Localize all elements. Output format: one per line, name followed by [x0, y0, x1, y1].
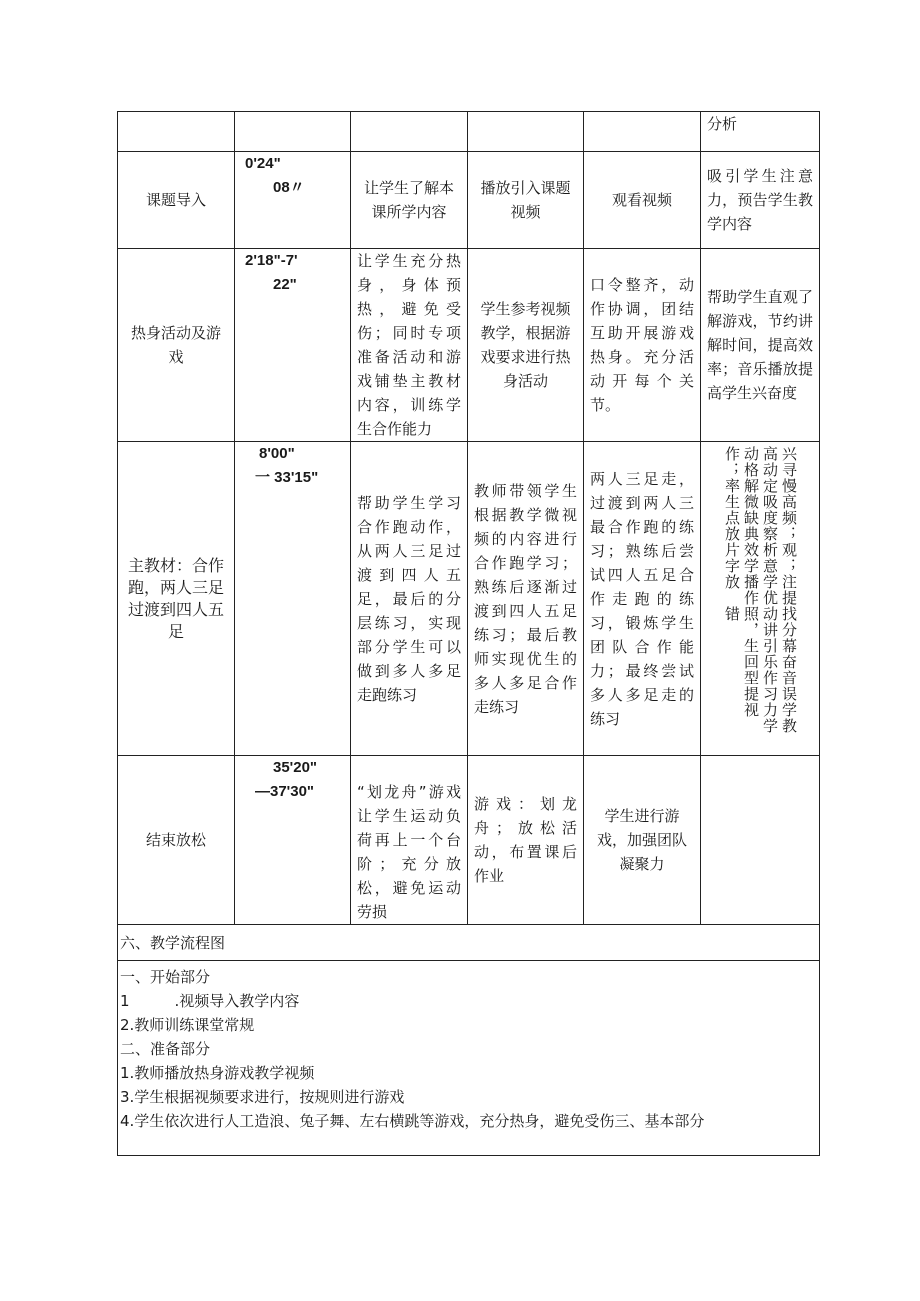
student-text: 两人三足走，过渡到两人三最合作跑的练习；熟练后尝试四人五足合作走跑的练习，锻炼学生团队合作能力；最终尝试多人多足走的练习 — [590, 469, 694, 728]
analysis-header-cell — [701, 112, 820, 152]
goal-cell — [351, 756, 468, 925]
table-row — [118, 756, 820, 925]
teacher-cell — [468, 442, 584, 756]
analysis-cell — [701, 152, 820, 249]
table-row — [118, 112, 820, 152]
time-end: 08〃 — [273, 179, 305, 196]
teacher-cell — [468, 249, 584, 442]
stage-cell — [118, 249, 235, 442]
table-cell — [118, 112, 235, 152]
student-cell — [584, 756, 701, 925]
goal-cell — [351, 152, 468, 249]
stage-cell — [118, 756, 235, 925]
time-start: 0'24" — [245, 155, 281, 172]
analysis-text: 吸引学生注意力，预告学生教学内容 — [707, 167, 813, 233]
flow-line: 1 .视频导入教学内容 — [120, 992, 300, 1010]
table-row — [118, 152, 820, 249]
time-cell — [235, 442, 351, 756]
table-row — [118, 442, 820, 756]
flow-line: 1.教师播放热身游戏教学视频 — [120, 1064, 315, 1082]
table-cell — [468, 112, 584, 152]
time-start: 8'00" — [259, 445, 295, 462]
time-end: —37'30" — [255, 783, 315, 800]
goal-text: 帮助学生学习合作跑动作，从两人三足过渡到四人五足，最后的分层练习，实现部分学生可以做到多人多足走跑练习 — [357, 493, 461, 704]
analysis-text: 兴寻慢高频；观；注提找分幕奋音误学教高动定吸度察析意学优动讲引乐作习力学动格解微缺典效学播作照，生回型提视作；率生点放片字放 错 — [723, 446, 798, 734]
goal-text: 让学生了解本课所学内容 — [363, 179, 454, 221]
teacher-text: 播放引入课题视频 — [480, 179, 571, 221]
table-cell — [584, 112, 701, 152]
table-cell — [351, 112, 468, 152]
table-row — [118, 249, 820, 442]
stage-text: 热身活动及游戏 — [130, 324, 221, 366]
time-cell — [235, 756, 351, 925]
student-text: 观看视频 — [611, 191, 672, 209]
teacher-cell — [468, 152, 584, 249]
flow-line: 一、开始部分 — [120, 968, 211, 986]
goal-cell — [351, 249, 468, 442]
time-cell — [235, 152, 351, 249]
stage-text: 结束放松 — [145, 831, 206, 849]
analysis-cell — [701, 442, 820, 756]
section-title: 六、教学流程图 — [120, 933, 226, 952]
analysis-text: 帮助学生直观了解游戏，节约讲解时间，提高效率；音乐播放提高学生兴奋度 — [707, 288, 813, 402]
analysis-header-text: 分析 — [707, 115, 738, 133]
student-cell — [584, 249, 701, 442]
flow-line: 2.教师训练课堂常规 — [120, 1016, 255, 1034]
goal-cell — [351, 442, 468, 756]
flow-content-cell — [118, 961, 820, 1156]
time-start: 35'20" — [273, 759, 318, 776]
flow-line: 4.学生依次进行人工造浪、兔子舞、左右横跳等游戏，充分热身，避免受伤三、基本部分 — [120, 1112, 705, 1130]
student-text: 口令整齐，动作协调，团结互助开展游戏热身。充分活动开每个关节。 — [590, 276, 694, 414]
teacher-text: 学生参考视频教学，根据游戏要求进行热身活动 — [480, 300, 571, 390]
student-cell — [584, 442, 701, 756]
stage-text: 课题导入 — [145, 191, 206, 209]
student-text: 学生进行游戏，加强团队凝聚力 — [596, 807, 687, 873]
table-row — [118, 925, 820, 961]
teacher-cell — [468, 756, 584, 925]
stage-text: 主教材：合作跑，两人三足过渡到四人五足 — [127, 555, 224, 641]
time-end: 22" — [273, 276, 297, 293]
lesson-plan-table — [117, 111, 820, 1156]
time-cell — [235, 249, 351, 442]
goal-text: 让学生充分热身，身体预热，避免受伤；同时专项准备活动和游戏铺垫主教材内容，训练学生合作能力 — [357, 252, 461, 438]
stage-cell — [118, 152, 235, 249]
stage-cell — [118, 442, 235, 756]
time-start: 2'18"-7' — [245, 252, 298, 269]
teacher-text: 游戏：划龙舟；放松活动，布置课后作业 — [474, 795, 577, 885]
table-cell — [235, 112, 351, 152]
analysis-cell — [701, 249, 820, 442]
analysis-cell — [701, 756, 820, 925]
flow-line: 3.学生根据视频要求进行，按规则进行游戏 — [120, 1088, 405, 1106]
section-title-cell — [118, 925, 820, 961]
time-end: 一 33'15" — [255, 469, 319, 486]
lesson-plan-page — [117, 111, 819, 1156]
student-cell — [584, 152, 701, 249]
table-row — [118, 961, 820, 1156]
teacher-text: 教师带领学生根据教学微视频的内容进行合作跑学习；熟练后逐渐过渡到四人五足练习；最后教师实现优生的多人多足合作走练习 — [474, 481, 577, 716]
goal-text: “划龙舟”游戏让学生运动负荷再上一个台阶；充分放松，避免运动劳损 — [357, 783, 461, 921]
flow-line: 二、准备部分 — [120, 1040, 211, 1058]
